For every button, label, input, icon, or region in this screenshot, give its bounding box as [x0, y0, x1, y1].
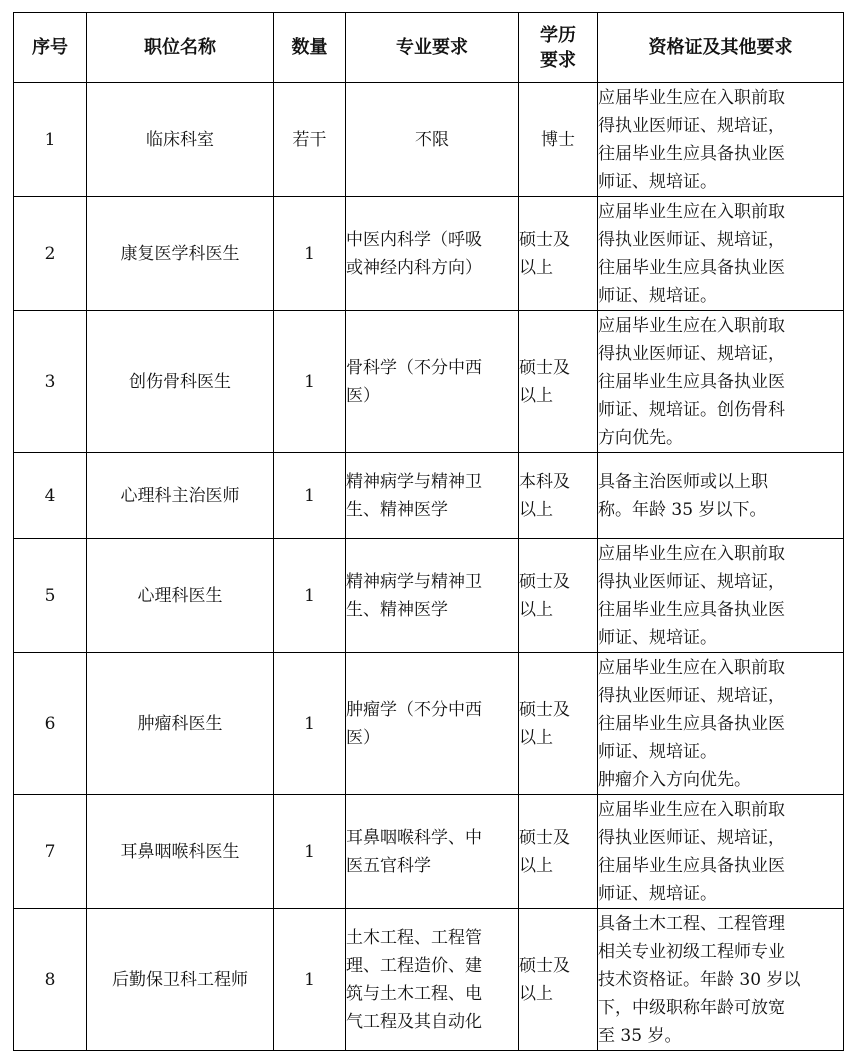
major-line: 理、工程造价、建	[346, 955, 482, 976]
degree-line: 以上	[519, 727, 553, 748]
header-requirements: 资格证及其他要求	[598, 13, 844, 83]
major-line: 骨科学（不分中西	[346, 357, 482, 378]
cell-major	[346, 539, 519, 653]
cell-count: 1	[274, 453, 346, 539]
cell-count: 1	[274, 795, 346, 909]
major-line: 医）	[346, 385, 380, 406]
header-degree-line: 学历	[540, 24, 576, 46]
cell-position: 耳鼻咽喉科医生	[87, 795, 274, 909]
cell-requirements	[598, 795, 844, 909]
table-row	[14, 795, 844, 909]
major-line: 生、精神医学	[346, 599, 448, 620]
requirement-line: 称。年龄 35 岁以下。	[598, 499, 767, 520]
cell-major	[346, 453, 519, 539]
requirement-line: 师证、规培证。创伤骨科	[598, 399, 785, 420]
header-seq: 序号	[14, 13, 87, 83]
cell-major	[346, 83, 519, 197]
major-line: 中医内科学（呼吸	[346, 229, 482, 250]
table-row	[14, 311, 844, 453]
cell-degree	[519, 83, 598, 197]
requirement-line: 得执业医师证、规培证，	[598, 827, 785, 848]
major-line: 不限	[415, 129, 449, 150]
cell-seq: 1	[14, 83, 87, 197]
cell-seq: 3	[14, 311, 87, 453]
header-count: 数量	[274, 13, 346, 83]
major-line: 筑与土木工程、电	[346, 983, 482, 1004]
degree-line: 以上	[519, 257, 553, 278]
requirement-line: 往届毕业生应具备执业医	[598, 257, 785, 278]
cell-seq: 6	[14, 653, 87, 795]
major-line: 肿瘤学（不分中西	[346, 699, 482, 720]
major-line: 生、精神医学	[346, 499, 448, 520]
cell-major	[346, 909, 519, 1051]
cell-requirements	[598, 83, 844, 197]
requirement-line: 往届毕业生应具备执业医	[598, 143, 785, 164]
requirement-line: 往届毕业生应具备执业医	[598, 599, 785, 620]
cell-major	[346, 653, 519, 795]
requirement-line: 应届毕业生应在入职前取	[598, 315, 785, 336]
requirement-line: 方向优先。	[598, 427, 683, 448]
table-row	[14, 197, 844, 311]
cell-degree	[519, 197, 598, 311]
degree-line: 硕士及	[519, 699, 570, 720]
cell-seq: 5	[14, 539, 87, 653]
requirement-line: 师证、规培证。	[598, 883, 717, 904]
major-line: 耳鼻咽喉科学、中	[346, 827, 482, 848]
table-row	[14, 83, 844, 197]
table-row	[14, 453, 844, 539]
requirement-line: 肿瘤介入方向优先。	[598, 769, 751, 790]
cell-degree	[519, 653, 598, 795]
requirement-line: 得执业医师证、规培证，	[598, 229, 785, 250]
cell-position: 后勤保卫科工程师	[87, 909, 274, 1051]
cell-count: 1	[274, 197, 346, 311]
table-row	[14, 653, 844, 795]
header-degree	[519, 13, 598, 83]
cell-requirements	[598, 653, 844, 795]
major-line: 精神病学与精神卫	[346, 471, 482, 492]
cell-seq: 8	[14, 909, 87, 1051]
requirement-line: 应届毕业生应在入职前取	[598, 543, 785, 564]
cell-requirements	[598, 909, 844, 1051]
header-position: 职位名称	[87, 13, 274, 83]
requirement-line: 相关专业初级工程师专业	[598, 941, 785, 962]
cell-position: 心理科医生	[87, 539, 274, 653]
requirement-line: 技术资格证。年龄 30 岁以	[598, 969, 801, 990]
table-row	[14, 539, 844, 653]
major-line: 医）	[346, 727, 380, 748]
requirement-line: 应届毕业生应在入职前取	[598, 87, 785, 108]
requirement-line: 师证、规培证。	[598, 171, 717, 192]
cell-requirements	[598, 453, 844, 539]
requirement-line: 得执业医师证、规培证，	[598, 685, 785, 706]
cell-major	[346, 795, 519, 909]
cell-requirements	[598, 311, 844, 453]
table-header-row	[14, 13, 844, 83]
cell-position: 心理科主治医师	[87, 453, 274, 539]
cell-requirements	[598, 539, 844, 653]
requirement-line: 师证、规培证。	[598, 285, 717, 306]
requirement-line: 得执业医师证、规培证，	[598, 571, 785, 592]
major-line: 气工程及其自动化	[346, 1011, 482, 1032]
header-degree-line: 要求	[540, 49, 576, 71]
cell-position: 创伤骨科医生	[87, 311, 274, 453]
major-line: 或神经内科方向）	[346, 257, 482, 278]
requirement-line: 具备土木工程、工程管理	[598, 913, 785, 934]
major-line: 医五官科学	[346, 855, 431, 876]
major-line: 精神病学与精神卫	[346, 571, 482, 592]
header-major: 专业要求	[346, 13, 519, 83]
requirement-line: 得执业医师证、规培证，	[598, 115, 785, 136]
recruitment-table	[13, 12, 844, 1051]
cell-position: 肿瘤科医生	[87, 653, 274, 795]
requirement-line: 往届毕业生应具备执业医	[598, 713, 785, 734]
table-row	[14, 909, 844, 1051]
cell-count: 若干	[274, 83, 346, 197]
cell-requirements	[598, 197, 844, 311]
cell-seq: 4	[14, 453, 87, 539]
requirement-line: 应届毕业生应在入职前取	[598, 201, 785, 222]
degree-line: 以上	[519, 499, 553, 520]
cell-degree	[519, 453, 598, 539]
cell-degree	[519, 539, 598, 653]
degree-line: 以上	[519, 385, 553, 406]
cell-count: 1	[274, 653, 346, 795]
cell-major	[346, 311, 519, 453]
cell-seq: 7	[14, 795, 87, 909]
degree-line: 博士	[541, 129, 575, 150]
cell-seq: 2	[14, 197, 87, 311]
degree-line: 以上	[519, 855, 553, 876]
cell-degree	[519, 795, 598, 909]
degree-line: 以上	[519, 983, 553, 1004]
major-line: 土木工程、工程管	[346, 927, 482, 948]
requirement-line: 至 35 岁。	[598, 1025, 682, 1046]
cell-position: 康复医学科医生	[87, 197, 274, 311]
cell-count: 1	[274, 909, 346, 1051]
cell-position: 临床科室	[87, 83, 274, 197]
requirement-line: 应届毕业生应在入职前取	[598, 657, 785, 678]
degree-line: 硕士及	[519, 357, 570, 378]
cell-degree	[519, 311, 598, 453]
requirement-line: 往届毕业生应具备执业医	[598, 371, 785, 392]
degree-line: 硕士及	[519, 955, 570, 976]
requirement-line: 应届毕业生应在入职前取	[598, 799, 785, 820]
cell-count: 1	[274, 539, 346, 653]
requirement-line: 下，中级职称年龄可放宽	[598, 997, 785, 1018]
degree-line: 以上	[519, 599, 553, 620]
degree-line: 硕士及	[519, 229, 570, 250]
requirement-line: 师证、规培证。	[598, 741, 717, 762]
cell-major	[346, 197, 519, 311]
requirement-line: 往届毕业生应具备执业医	[598, 855, 785, 876]
degree-line: 本科及	[519, 471, 570, 492]
requirement-line: 得执业医师证、规培证，	[598, 343, 785, 364]
cell-count: 1	[274, 311, 346, 453]
degree-line: 硕士及	[519, 827, 570, 848]
degree-line: 硕士及	[519, 571, 570, 592]
requirement-line: 具备主治医师或以上职	[598, 471, 768, 492]
cell-degree	[519, 909, 598, 1051]
requirement-line: 师证、规培证。	[598, 627, 717, 648]
